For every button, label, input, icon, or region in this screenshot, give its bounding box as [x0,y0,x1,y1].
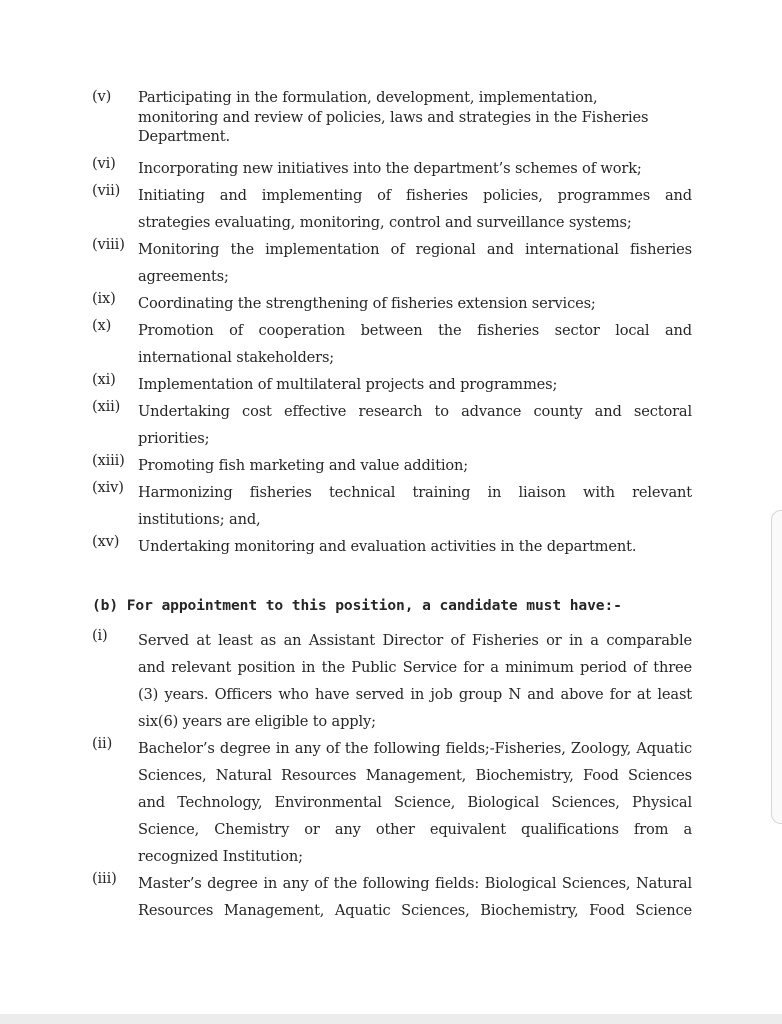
item-line: international stakeholders; [138,349,335,366]
item-line: Monitoring the implementation of regional and international fisheries [138,241,692,258]
item-line: Coordinating the strengthening of fisheries extension services; [138,295,596,312]
item-line: strategies evaluating, monitoring, control and surveillance systems; [138,214,632,231]
item-number: (xi) [92,371,116,388]
item-line: Served at least as an Assistant Director of Fisheries or in a comparable [138,632,692,649]
item-text [138,371,692,398]
item-line: Undertaking monitoring and evaluation activities in the department. [138,538,637,555]
item-line: and relevant position in the Public Service for a minimum period of three [138,659,692,676]
item-line: Bachelor’s degree in any of the following fields;-Fisheries, Zoology, Aquatic [138,740,692,757]
item-line: Promoting fish marketing and value addition; [138,457,469,474]
item-text [138,155,692,182]
item-number: (xiii) [92,452,125,469]
item-text [138,398,692,452]
item-line: recognized Institution; [138,848,303,865]
item-text [138,533,692,560]
item-text [138,317,692,371]
item-number: (vi) [92,155,116,172]
item-line: Participating in the formulation, development, implementation, [138,89,598,106]
item-line: Incorporating new initiatives into the department’s schemes of work; [138,160,642,177]
item-number: (xii) [92,398,121,415]
bottom-bar [0,1014,782,1024]
item-text [138,735,692,870]
item-text [138,236,692,290]
item-text [138,452,692,479]
item-line: (3) years. Officers who have served in job group N and above for at least [138,686,692,703]
item-text [138,88,692,147]
item-number: (x) [92,317,112,334]
item-text [138,870,692,924]
item-line: priorities; [138,430,210,447]
item-number: (ix) [92,290,116,307]
item-line: Science, Chemistry or any other equivalent qualifications from a [138,821,692,838]
item-text [138,290,692,317]
item-line: monitoring and review of policies, laws and strategies in the Fisheries [138,108,649,126]
item-line: Initiating and implementing of fisheries policies, programmes and [138,187,692,204]
item-text [138,182,692,236]
item-line: Master’s degree in any of the following fields: Biological Sciences, Natural [138,875,692,892]
item-number: (xv) [92,533,120,550]
item-line: institutions; and, [138,511,261,528]
item-line: Department. [138,128,230,145]
item-line: Resources Management, Aquatic Sciences, Biochemistry, Food Science [138,902,692,919]
item-line: six(6) years are eligible to apply; [138,713,376,730]
item-number: (i) [92,627,108,644]
item-line: Undertaking cost effective research to advance county and sectoral [138,403,692,420]
item-line: and Technology, Environmental Science, Biological Sciences, Physical [138,794,692,811]
item-line: Implementation of multilateral projects and programmes; [138,376,558,393]
list-item-v [92,88,692,148]
item-line: Harmonizing fisheries technical training in liaison with relevant [138,484,692,501]
section-b-heading: (b) For appointment to this position, a candidate must have:- [92,597,622,614]
item-text [138,627,692,735]
item-number: (vii) [92,182,121,199]
item-number: (ii) [92,735,113,752]
item-line: agreements; [138,268,229,285]
item-number: (v) [92,88,112,105]
item-line: Sciences, Natural Resources Management, Biochemistry, Food Sciences [138,767,692,784]
item-number: (xiv) [92,479,124,496]
item-line: Promotion of cooperation between the fisheries sector local and [138,322,692,339]
item-number: (iii) [92,870,117,887]
side-scroll-tab[interactable] [771,510,782,824]
item-number: (viii) [92,236,125,253]
item-text [138,479,692,533]
